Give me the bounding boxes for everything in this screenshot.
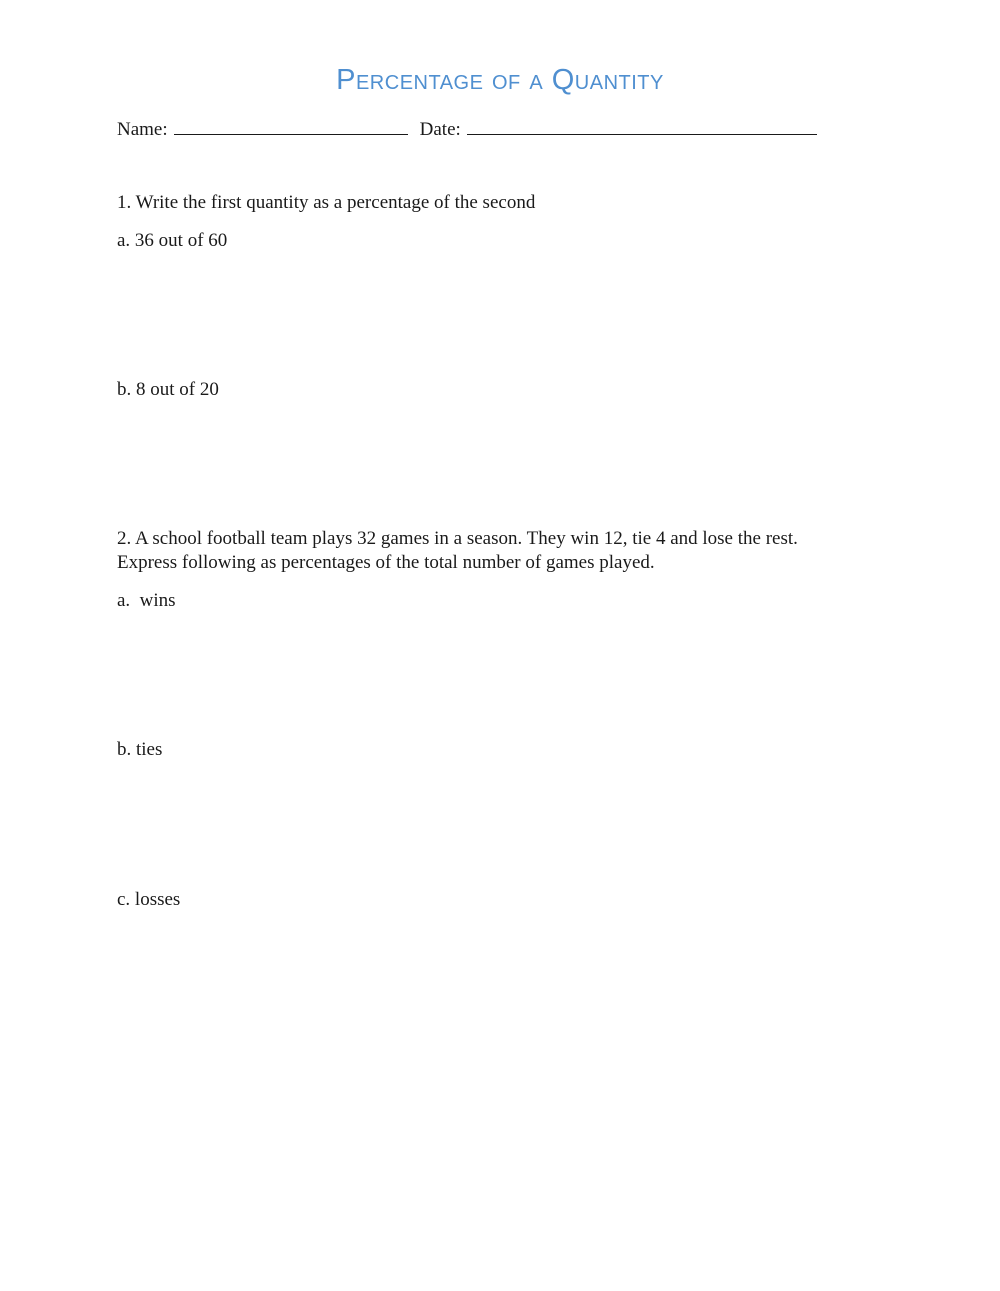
question-1a: a. 36 out of 60 [117, 230, 228, 251]
name-field[interactable] [174, 116, 408, 135]
question-2-prompt-line-1: 2. A school football team plays 32 games in a season. They win 12, tie 4 and lose the rest. [117, 528, 798, 549]
question-2b: b. ties [117, 739, 163, 760]
question-2-prompt [117, 527, 837, 575]
page-title: Percentage of a Quantity [336, 64, 664, 96]
question-1-prompt: 1. Write the first quantity as a percentage of the second [117, 192, 536, 213]
date-label: Date: [419, 119, 461, 140]
question-2c: c. losses [117, 889, 181, 910]
question-1b: b. 8 out of 20 [117, 379, 219, 400]
question-2-prompt-line-2: Express following as percentages of the total number of games played. [117, 552, 655, 573]
date-field[interactable] [467, 116, 817, 135]
name-date-row [117, 116, 817, 142]
name-label: Name: [117, 119, 168, 140]
question-2a: a. wins [117, 590, 176, 611]
